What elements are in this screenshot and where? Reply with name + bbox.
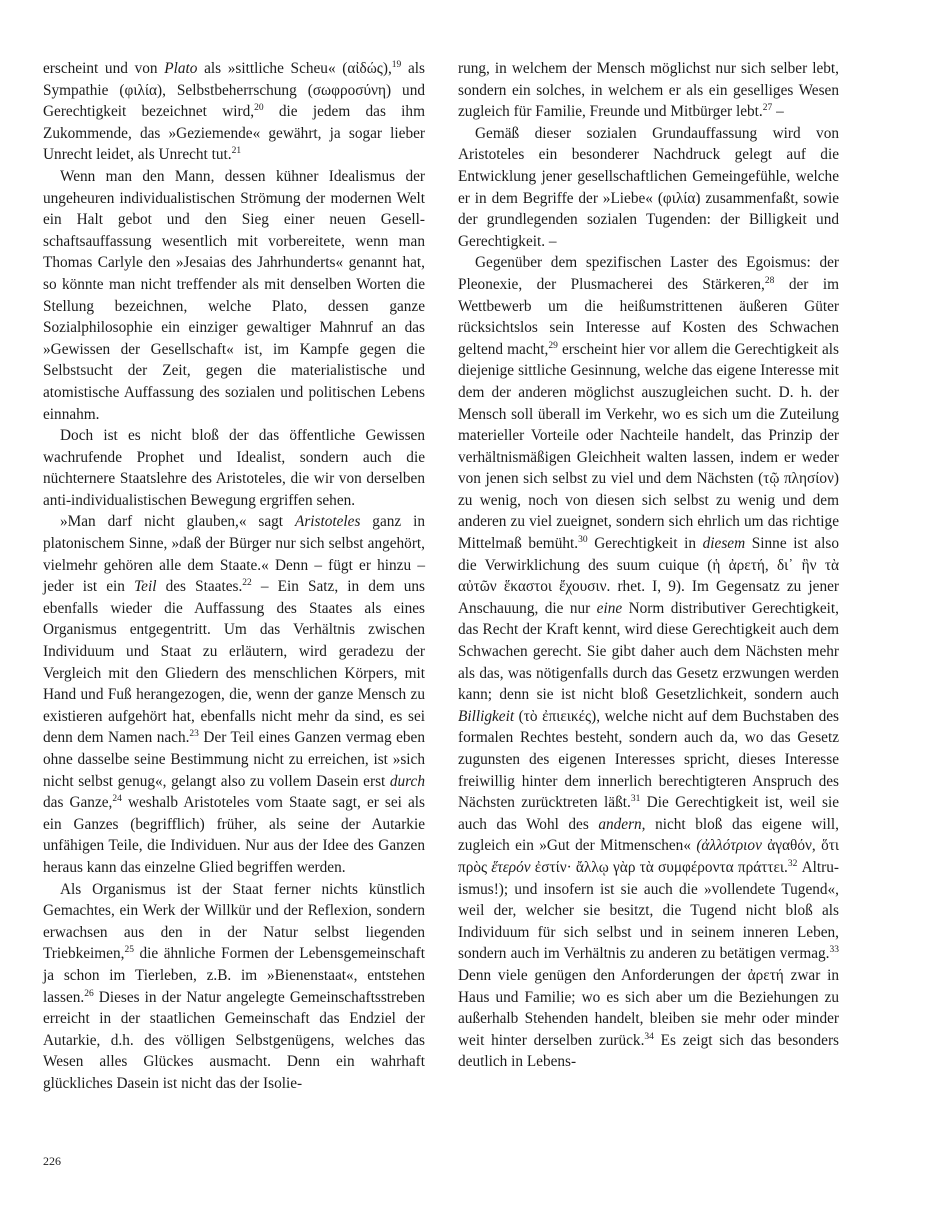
paragraph xyxy=(43,58,425,166)
text-run: ἀγαθόν, ὅτι πρὸς xyxy=(458,837,839,876)
text-run: Norm distributiver Gerechtigkeit, das Recht der Kraft kennt, wird diese Gerechtigkeit auch dem Schwachen gerecht. Sie gibt daher auch dem Nächsten mehr als das, was nötigenfalls durch das Gesetz erzwungen werden kann; denn sie ist nicht bloß Gesetzlichkeit, sondern auch xyxy=(458,599,839,704)
paragraph xyxy=(43,166,425,425)
text-run: rung, in welchem der Mensch möglichst nur sich selber lebt, sondern ein solches, in welchem er als ein geselliges Wesen zugleich für Familie, Freunde und Mitbürger lebt. xyxy=(458,60,839,121)
text-run: des Staates. xyxy=(156,578,243,596)
text-run: Dieses in der Natur angelegte Gemeinschaftsstreben erreicht in der staatlichen Gemeinschaft das Endziel der Autarkie, d.h. des völligen Selbstgenügens, welches das Wesen alles Glückes ausmacht. Denn ein wahrhaft glückliches Dasein ist nicht das der Isolie- xyxy=(43,988,425,1092)
paragraph xyxy=(458,123,839,253)
text-run: die jedem das ihm Zukommende, das »Geziemende« gewährt, ja sogar lieber Unrecht leidet, als Unrecht tut. xyxy=(43,103,425,164)
footnote-marker: 24 xyxy=(112,794,122,805)
text-run: Doch ist es nicht bloß der das öffentliche Gewissen wachrufende Prophet und Idealist, sondern auch die nüchternere Staatslehre des Aristoteles, die wir von derselben anti-individualistischen Bewegung ergriffen sehen. xyxy=(43,427,425,509)
text-run: Es zeigt sich das besonders deutlich in Lebens- xyxy=(458,1031,839,1071)
left-text-column xyxy=(43,58,425,1095)
footnote-marker: 26 xyxy=(84,988,94,999)
emphasis-text: diesem xyxy=(702,535,746,553)
emphasis-text: ἕτερόν xyxy=(491,858,531,876)
text-run: Altruismus!); und insofern ist sie auch die »vollendete Tugend«, weil der, welcher sie besitzt, die Tugend nicht bloß als Individuum für sich selbst und in seinem inneren Leben, sondern auch im Verhältnis zu anderen zu betätigen vermag. xyxy=(458,858,839,963)
emphasis-text: Plato xyxy=(164,60,198,77)
text-run: Denn viele genügen den Anforderungen der ἀρετή zwar in Haus und Familie; wo es sich aber um die Beziehungen zu außerhalb Stehenden handelt, bleiben sie mehr oder minder weit hinter derselben zurück. xyxy=(458,966,839,1049)
footnote-marker: 34 xyxy=(644,1031,654,1042)
page-number: 226 xyxy=(43,1154,61,1168)
text-run: Sinne ist also die Verwirklichung des suum cuique (ἡ ἀρετή, δι᾽ ἣν τὰ αὐτῶν ἕκαστοι ἔχουσιν. rhet. I, 9). Im Gegensatz zu jener Anschauung, die nur xyxy=(458,535,839,617)
text-run: die ähnliche Formen der Lebensgemeinschaft ja schon im Tierleben, z.B. im »Bienenstaat«, entstehen lassen. xyxy=(43,945,425,1006)
text-run: als Sympathie (φιλία), Selbstbeherrschung (σωφροσύνη) und Gerechtigkeit bezeichnet wird, xyxy=(43,60,425,121)
footnote-marker: 20 xyxy=(254,103,264,114)
text-run: (τὸ ἐπιεικές), welche nicht auf dem Buchstaben des formalen Rechtes besteht, sondern auch da, wo das Gesetz zugunsten des eigenen Interesses spricht, dieses Interesse freiwillig hinter dem innerlich berechtigteren Anspruch des Nächsten zurücktreten läßt. xyxy=(458,707,839,812)
right-text-column xyxy=(458,58,839,1073)
paragraph xyxy=(43,879,425,1095)
paragraph xyxy=(43,511,425,878)
text-run: erscheint hier vor allem die Gerechtigkeit als diejenige sittliche Gesinnung, welche das eigene Interesse mit dem der anderen möglichst auszugleichen sucht. D. h. der Mensch soll überall im Verkehr, wo es sich um die Zuteilung materieller Vorteile oder Nachteile handelt, das Prinzip der verhältnismäßigen Gleichheit walten lassen, indem er weder von jenen sich selbst zu viel und dem Nächsten (τῷ πλησίον) zu wenig, noch von diesen sich selbst zu wenig und dem anderen zu viel zueignet, sondern sich ehrlich um das richtige Mittelmaß bemüht. xyxy=(458,340,839,553)
footnote-marker: 25 xyxy=(124,945,134,956)
text-run: das Ganze, xyxy=(43,794,113,812)
emphasis-text: Teil xyxy=(134,578,157,596)
paragraph xyxy=(458,58,839,123)
text-run: Gemäß dieser sozialen Grundauffassung wird von Aristoteles ein besonderer Nachdruck gelegt auf die Entwicklung jener gesellschaftlichen Gemeingefühle, welche er in dem Begriffe der »Liebe« (φιλία) zusammenfaßt, sowie der grundlegenden sozialen Tugenden: der Billigkeit und Gerechtigkeit. – xyxy=(458,124,839,250)
footnote-marker: 23 xyxy=(189,729,199,740)
footnote-marker: 31 xyxy=(630,794,641,805)
text-run: ganz in platonischem Sinne, »daß der Bürger nur sich selbst angehört, vielmehr gehören alle dem Staate.« Denn – fügt er hinzu – jeder ist ein xyxy=(43,513,425,596)
text-run: Gegenüber dem spezifischen Laster des Egoismus: der Pleonexie, der Plusmacherei des Stärkeren, xyxy=(458,254,839,293)
text-run: Wenn man den Mann, dessen kühner Idealismus der ungeheuren individualistischen Strömung der modernen Welt ein Halt gebot und den Sieg einer neuen Gesellschaftsauffassung wesentlich mit vorbereitete, wenn man Thomas Carlyle den »Jesaias des Jahrhunderts« genannt hat, so könnte man nicht treffender als mit denselben Worten die Stellung bezeichnen, welche Plato, dessen ganze Sozialphilosophie ein einziger gewaltiger Mahnruf an das »Gewissen der Gesellschaft« ist, im Kampfe gegen die Selbstsucht der Zeit, gegen die materialistische und atomistische Auffassung des sozialen und politischen Lebens einnahm. xyxy=(43,167,425,423)
emphasis-text: durch xyxy=(389,772,425,790)
emphasis-text: (ἀλλότριον xyxy=(696,837,762,855)
text-run: als »sittliche Scheu« (αἰδώς), xyxy=(197,60,392,77)
footnote-marker: 21 xyxy=(231,146,242,157)
text-run: Der Teil eines Ganzen vermag eben ohne dasselbe seine Bestimmung nicht zu erreichen, ist »sich nicht selbst genug«, gelangt also zu vollem Dasein erst xyxy=(43,729,425,790)
text-run: Gerechtigkeit in xyxy=(587,535,703,553)
paragraph xyxy=(458,252,839,1073)
text-run: »Man darf nicht glauben,« sagt xyxy=(60,513,295,531)
footnote-marker: 30 xyxy=(578,535,588,546)
text-run: weshalb Aristoteles vom Staate sagt, er sei als ein Ganzes (begrifflich) früher, als seine der Autarkie unfähigen Teile, die Individuen. Nur aus der Idee des Ganzen heraus kann das einzelne Glied begriffen werden. xyxy=(43,794,425,876)
emphasis-text: andern, xyxy=(598,815,646,833)
footnote-marker: 29 xyxy=(548,340,558,351)
text-run: der im Wettbewerb um die heißumstrittenen äußeren Güter rücksichtslos sein Interesse auf Kosten des Schwachen geltend macht, xyxy=(458,275,839,358)
text-run: Die Gerechtigkeit ist, weil sie auch das Wohl des xyxy=(458,794,840,833)
footnote-marker: 32 xyxy=(787,858,798,869)
emphasis-text: eine xyxy=(596,599,623,617)
footnote-marker: 22 xyxy=(242,578,252,589)
emphasis-text: Aristoteles xyxy=(294,513,361,531)
text-run: nicht bloß das eigene will, zugleich ein »Gut der Mitmenschen« xyxy=(458,815,839,855)
footnote-marker: 27 xyxy=(762,103,773,114)
text-run: erscheint und von xyxy=(43,60,165,77)
text-run: Als Organismus ist der Staat ferner nichts künstlich Gemachtes, ein Werk der Willkür und der Reflexion, sondern erwachsen aus den in der Natur selbst liegenden Triebkeimen, xyxy=(43,880,425,963)
footnote-marker: 28 xyxy=(764,275,775,286)
footnote-marker: 33 xyxy=(829,945,839,956)
paragraph xyxy=(43,425,425,511)
text-run: – xyxy=(772,103,784,121)
emphasis-text: Billigkeit xyxy=(458,707,515,725)
text-run: ἐστίν· ἄλλῳ γὰρ τὰ συμφέροντα πράττει. xyxy=(530,858,788,876)
text-run: – Ein Satz, in dem uns ebenfalls wieder die Auffassung des Staates als eines Organismus entgegentritt. Um das Verhältnis zwischen Individuum und Staat zu erläutern, wird geradezu der Vergleich mit den Gliedern des menschlichen Körpers, mit Hand und Fuß herangezogen, die, wenn der ganze Mensch zu existieren aufgehört hat, ebenfalls nicht mehr da sind, es sei denn dem Namen nach. xyxy=(43,578,426,747)
footnote-marker: 19 xyxy=(391,60,402,70)
